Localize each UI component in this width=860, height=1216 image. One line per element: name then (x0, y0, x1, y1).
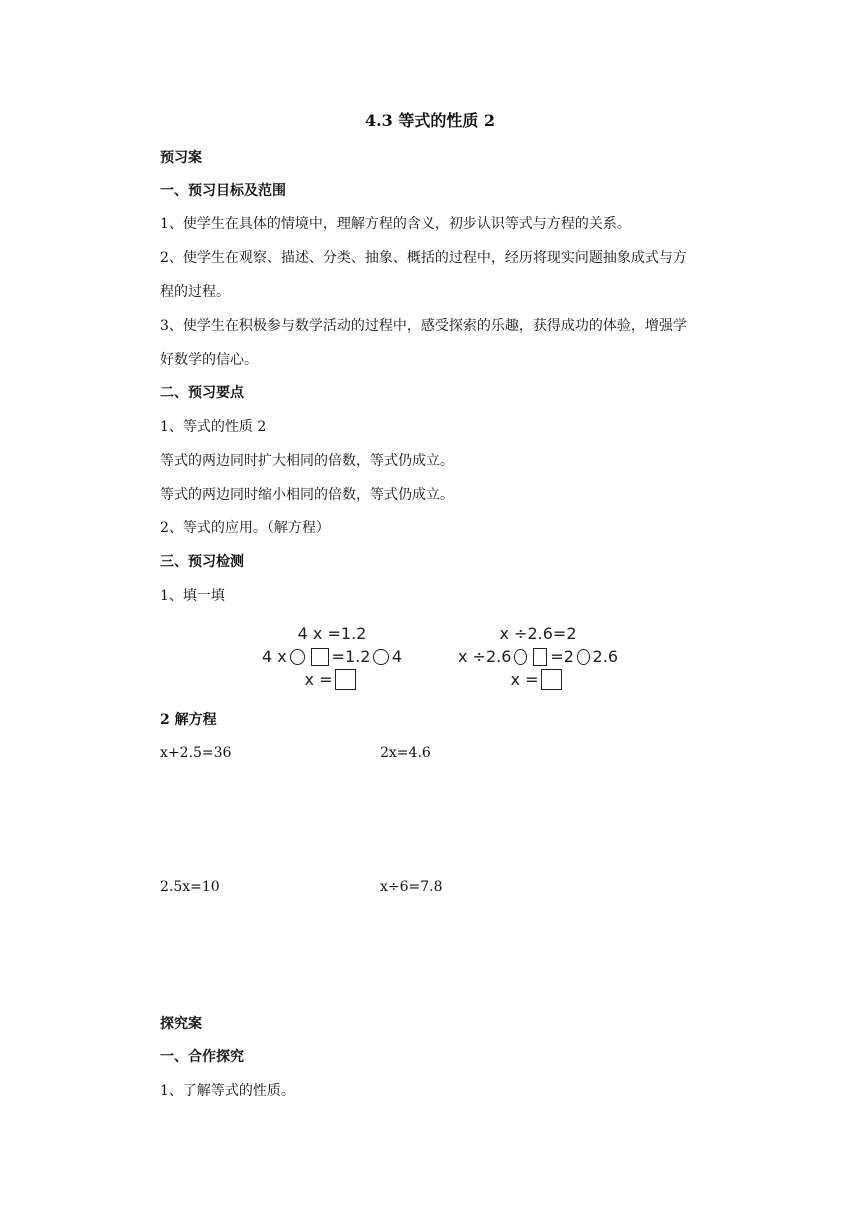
goal-item-2-line-a: 2、使学生在观察、描述、分类、抽象、概括的过程中，经历将现实问题抽象成式与方 (160, 250, 687, 266)
fill-right-line-1: x ÷2.6=2 (499, 624, 577, 643)
equation-2: 2x=4.6 (380, 745, 431, 761)
fill-left-line-2-a: 4 x (262, 647, 287, 666)
equation-1: x+2.5=36 (160, 745, 232, 761)
blank-circle-icon[interactable] (514, 649, 527, 665)
fill-right-line-3: x = (510, 670, 539, 689)
explore-item-1: 1、了解等式的性质。 (160, 1083, 295, 1099)
preview-points-heading: 二、预习要点 (160, 385, 244, 401)
blank-square-icon[interactable] (533, 648, 547, 666)
answer-square-icon[interactable] (335, 669, 356, 690)
check-item-fill: 1、填一填 (160, 588, 225, 604)
goal-item-3-line-b: 好数学的信心。 (160, 352, 258, 368)
section-preview-heading: 预习案 (160, 150, 202, 166)
fill-left-line-1: 4 x =1.2 (297, 624, 367, 643)
equation-4: x÷6=7.8 (380, 879, 443, 895)
answer-square-icon[interactable] (541, 669, 562, 690)
blank-circle-icon[interactable] (577, 649, 590, 665)
fill-right-line-2-c: 2.6 (592, 647, 618, 666)
fill-figure-left (262, 622, 402, 691)
solve-equations-heading: 2 解方程 (160, 712, 217, 728)
goal-item-1: 1、使学生在具体的情境中，理解方程的含义，初步认识等式与方程的关系。 (160, 216, 631, 232)
blank-circle-icon[interactable] (290, 649, 305, 665)
goal-item-2-line-b: 程的过程。 (160, 284, 230, 300)
cooperative-explore-heading: 一、合作探究 (160, 1049, 244, 1065)
point-item-2: 2、等式的应用。（解方程） (160, 520, 330, 536)
point-line-shrink: 等式的两边同时缩小相同的倍数，等式仍成立。 (160, 487, 454, 503)
blank-square-icon[interactable] (311, 648, 328, 666)
fill-right-line-2-a: x ÷2.6 (458, 647, 512, 666)
preview-check-heading: 三、预习检测 (160, 554, 244, 570)
point-item-1: 1、等式的性质 2 (160, 419, 267, 435)
preview-goals-heading: 一、预习目标及范围 (160, 183, 286, 199)
fill-right-line-2-b: =2 (550, 647, 574, 666)
fill-left-line-2-b: =1.2 (331, 647, 371, 666)
blank-circle-icon[interactable] (373, 649, 388, 665)
point-line-expand: 等式的两边同时扩大相同的倍数，等式仍成立。 (160, 453, 454, 469)
fill-figure-right (458, 622, 618, 691)
equation-3: 2.5x=10 (160, 879, 220, 895)
section-explore-heading: 探究案 (160, 1016, 202, 1032)
fill-left-line-2-c: 4 (391, 647, 403, 666)
page-title: 4.3 等式的性质 2 (364, 111, 496, 130)
goal-item-3-line-a: 3、使学生在积极参与数学活动的过程中，感受探索的乐趣，获得成功的体验，增强学 (160, 318, 687, 334)
fill-left-line-3: x = (304, 670, 333, 689)
